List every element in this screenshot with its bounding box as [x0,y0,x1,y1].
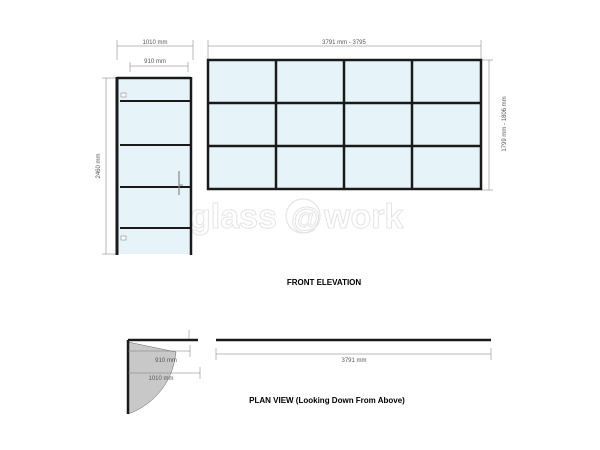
plan-screen-width-label: 3791 mm [341,358,367,364]
screen-height-dimension [482,60,493,190]
door-height-label: 2460 mm [96,153,102,179]
door-elevation [96,40,193,255]
svg-text:@: @ [291,202,321,235]
screen-height-label: 1799 mm - 1806 mm [502,96,508,152]
hinge-icon [121,236,126,240]
plan-view-heading: PLAN VIEW (Looking Down From Above) [249,396,405,405]
front-elevation-heading: FRONT ELEVATION [286,278,362,287]
door-height-dimension [102,78,117,254]
plan-outer-width-label: 1010 mm [148,376,174,382]
screen-elevation [208,40,508,190]
watermark-text-right: work [324,198,404,236]
door-outer-width-label: 1010 mm [142,40,168,46]
screen-width-label: 3791 mm - 3795 [322,40,366,46]
at-circle-icon [286,199,320,235]
watermark [190,198,403,236]
hinge-icon [121,93,126,97]
watermark-text-left: glass [190,198,277,236]
door-width-label: 910 mm [144,59,166,65]
plan-door-width-label: 910 mm [155,358,177,364]
